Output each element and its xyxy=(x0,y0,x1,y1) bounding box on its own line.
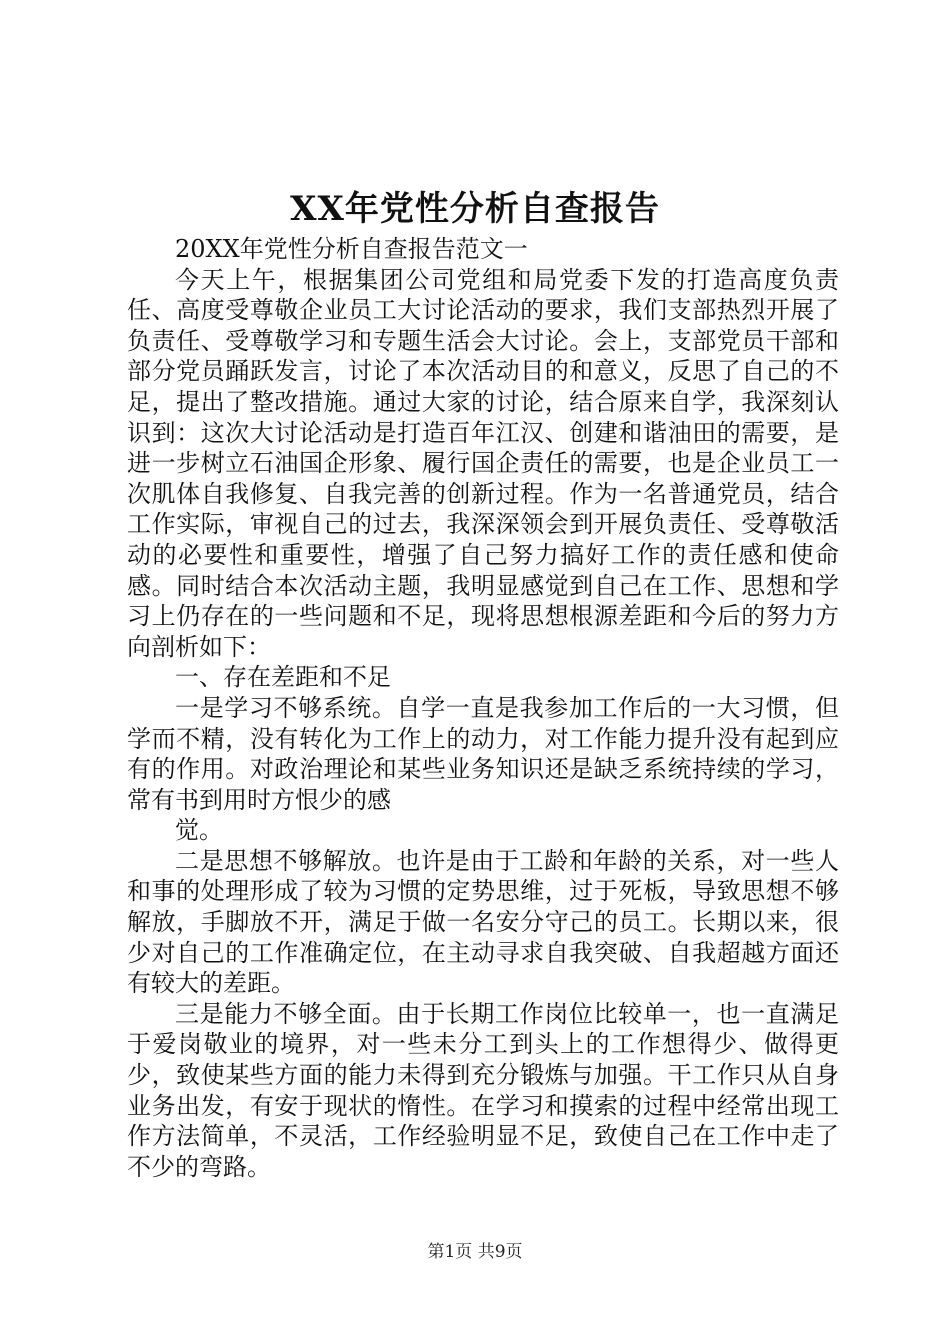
section-heading: 一、存在差距和不足 xyxy=(175,663,391,692)
paragraph-subtitle: 20XX年党性分析自查报告范文一 xyxy=(175,235,528,263)
paragraph-intro: 今天上午，根据集团公司党组和局党委下发的打造高度负责任、高度受尊敬企业员工大讨论活动的要求，我们支部热烈开展了负责任、受尊敬学习和专题生活会大讨论。会上，支部党员干部和部分党员踊跃发言，讨论了本次活动目的和意义，反思了自己的不足，提出了整改措施。通过大家的讨论，结合原来自学，我深刻认识到：这次大讨论活动是打造百年江汉、创建和谐油田的需要，是进一步树立石油国企形象、履行国企责任的需要，也是企业员工一次肌体自我修复、自我完善的创新过程。作为一名普通党员，结合工作实际，审视自己的过去，我深深领会到开展负责任、受尊敬活动的必要性和重要性，增强了自己努力搞好工作的责任感和使命感。同时结合本次活动主题，我明显感觉到自己在工作、思想和学习上仍存在的一些问题和不足，现将思想根源差距和今后的努力方向剖析如下： xyxy=(127,265,839,661)
paragraph-point-three: 三是能力不够全面。由于长期工作岗位比较单一，也一直满足于爱岗敬业的境界，对一些未分工到头上的工作想得少、做得更少，致使某些方面的能力未得到充分锻炼与加强。干工作只从自身业务出发，有安于现状的惰性。在学习和摸索的过程中经常出现工作方法简单，不灵活，工作经验明显不足，致使自己在工作中走了不少的弯路。 xyxy=(127,999,839,1181)
document-title: XX年党性分析自查报告 xyxy=(290,189,660,229)
document-body xyxy=(127,234,839,1182)
paragraph-point-one-continued: 觉。 xyxy=(175,816,223,845)
page-number: 第1页 共9页 xyxy=(427,1242,523,1262)
paragraph-point-one: 一是学习不够系统。自学一直是我参加工作后的一大习惯，但学而不精，没有转化为工作上的动力，对工作能力提升没有起到应有的作用。对政治理论和某些业务知识还是缺乏系统持续的学习，常有书到用时方恨少的感 xyxy=(127,693,839,814)
paragraph-point-two: 二是思想不够解放。也许是由于工龄和年龄的关系，对一些人和事的处理形成了较为习惯的定势思维，过于死板，导致思想不够解放，手脚放不开，满足于做一名安分守己的员工。长期以来，很少对自己的工作准确定位，在主动寻求自我突破、自我超越方面还有较大的差距。 xyxy=(127,846,839,998)
